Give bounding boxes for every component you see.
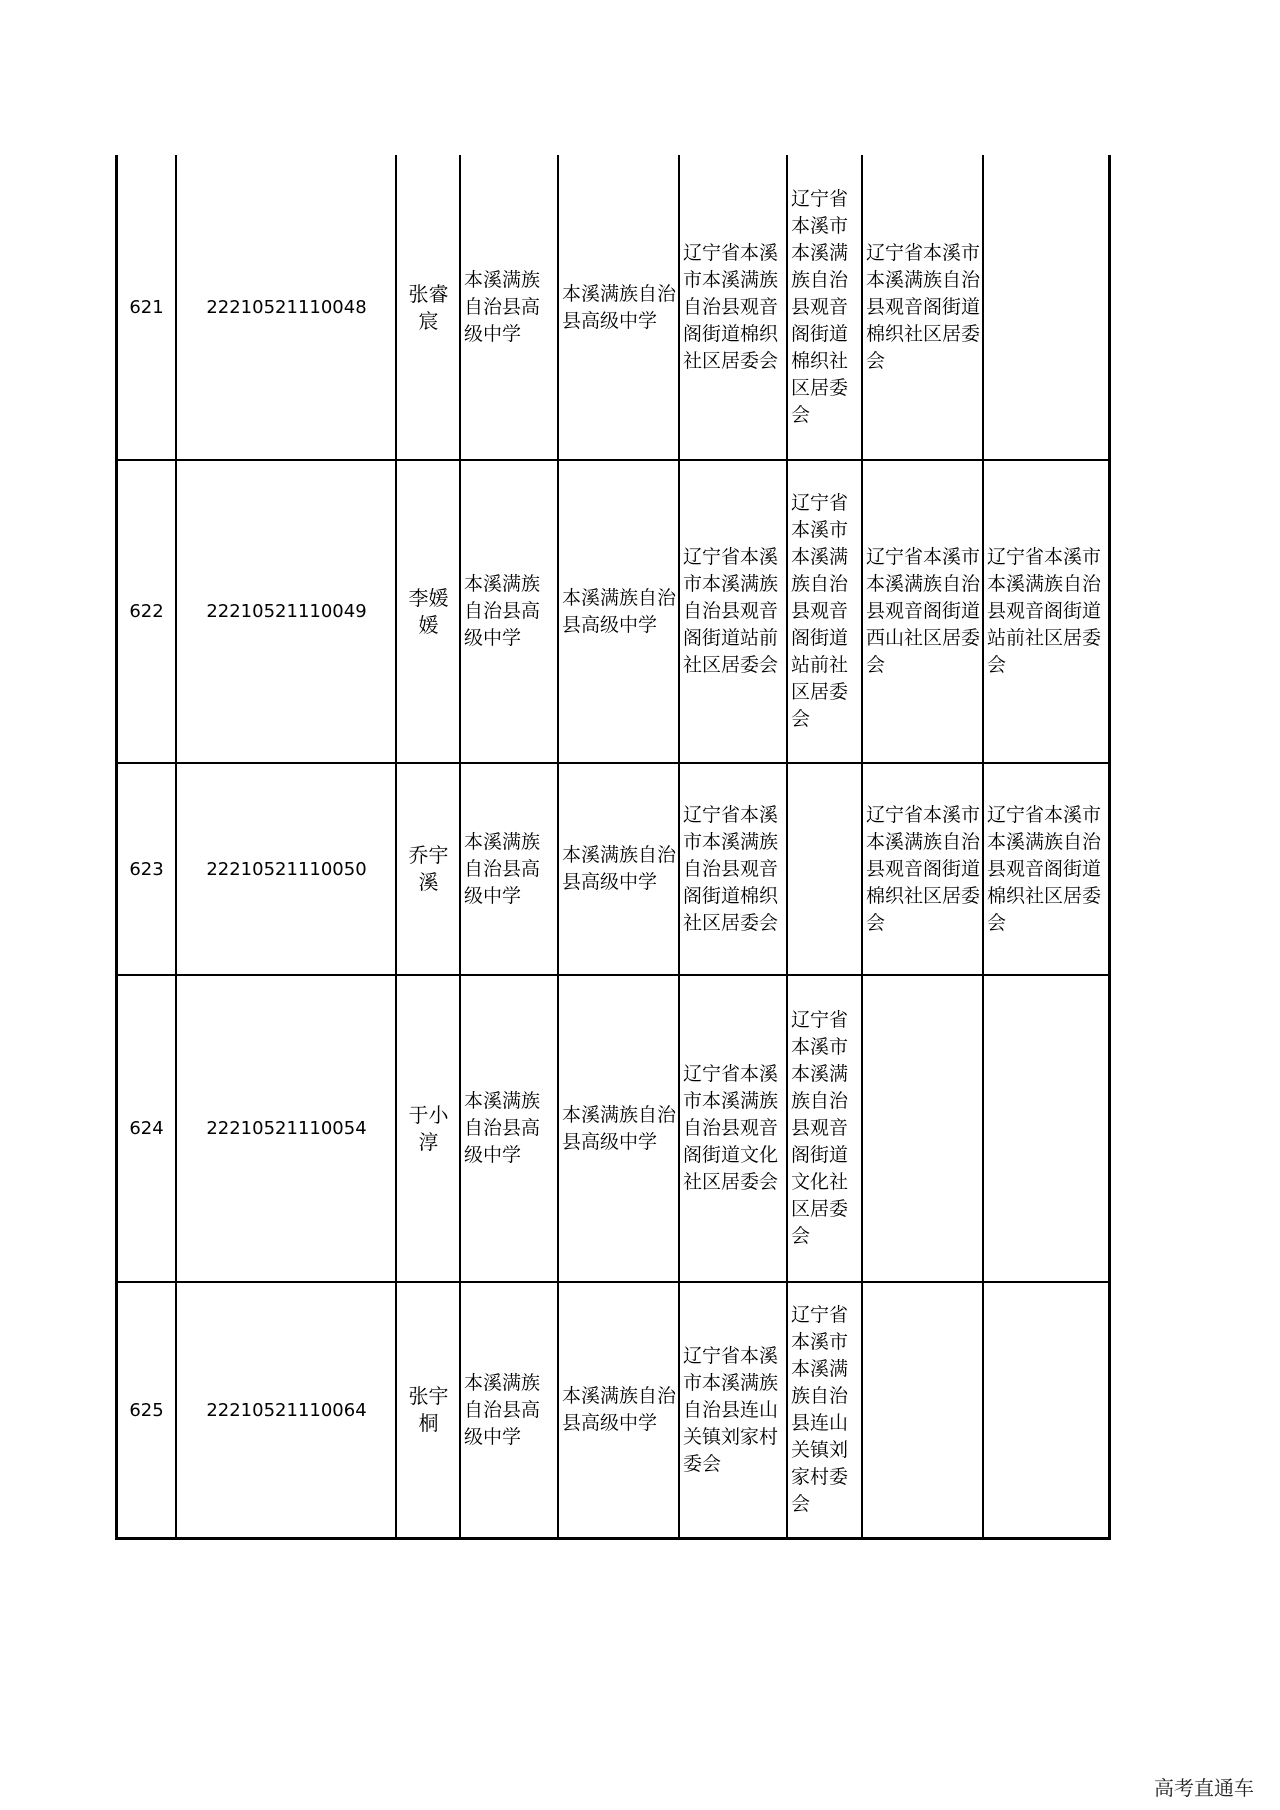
student-name-cell — [400, 462, 457, 761]
seq-cell — [120, 462, 173, 761]
student-name-cell-text: 乔宇溪 — [408, 843, 449, 894]
exam-number-cell-text: 22210521110054 — [206, 1118, 367, 1139]
address-1-cell-text: 辽宁省本溪市本溪满族自治县观音阁街道棉织社区居委会 — [683, 242, 779, 372]
address-1-cell — [683, 977, 784, 1280]
table-vertical-rule — [395, 155, 397, 1540]
table-vertical-rule — [1108, 155, 1111, 1540]
seq-cell-text: 621 — [129, 297, 164, 318]
address-1-cell-text: 辽宁省本溪市本溪满族自治县观音阁街道文化社区居委会 — [683, 1063, 779, 1193]
school-cell — [464, 977, 555, 1280]
address-1-cell — [683, 157, 784, 458]
student-name-cell — [400, 157, 457, 458]
school-cell — [464, 157, 555, 458]
address-4-cell — [987, 977, 1106, 1280]
address-2-cell — [791, 765, 859, 973]
address-4-cell — [987, 157, 1106, 458]
table-horizontal-rule — [116, 1537, 1111, 1540]
student-name-cell — [400, 765, 457, 973]
student-name-cell-text: 于小淳 — [408, 1102, 449, 1154]
address-2-cell-text: 辽宁省本溪市本溪满族自治县观音阁街道棉织社区居委会 — [791, 188, 849, 426]
address-2-cell-text: 辽宁省本溪市本溪满族自治县观音阁街道站前社区居委会 — [791, 492, 849, 730]
address-2-cell-text: 辽宁省本溪市本溪满族自治县连山关镇刘家村委会 — [791, 1304, 849, 1515]
school-2-cell — [562, 1284, 676, 1536]
table-vertical-rule — [786, 155, 788, 1540]
address-4-cell — [987, 765, 1106, 973]
school-2-cell — [562, 157, 676, 458]
address-3-cell-text: 辽宁省本溪市本溪满族自治县观音阁街道棉织社区居委会 — [866, 242, 981, 372]
seq-cell-text: 623 — [129, 858, 164, 880]
address-1-cell — [683, 1284, 784, 1536]
school-2-cell-text: 本溪满族自治县高级中学 — [562, 282, 677, 332]
address-2-cell — [791, 462, 859, 761]
school-2-cell-text: 本溪满族自治县高级中学 — [562, 1385, 677, 1434]
school-cell — [464, 462, 555, 761]
exam-number-cell — [180, 977, 393, 1280]
exam-number-cell-text: 22210521110048 — [206, 297, 367, 318]
exam-number-cell — [180, 462, 393, 761]
school-cell-text: 本溪满族自治县高级中学 — [464, 1371, 541, 1448]
table-vertical-rule — [861, 155, 863, 1540]
table-vertical-rule — [175, 155, 177, 1540]
address-4-cell — [987, 462, 1106, 761]
school-2-cell — [562, 977, 676, 1280]
seq-cell — [120, 1284, 173, 1536]
address-1-cell-text: 辽宁省本溪市本溪满族自治县连山关镇刘家村委会 — [683, 1344, 779, 1475]
seq-cell-text: 624 — [129, 1118, 164, 1139]
table-horizontal-rule — [116, 974, 1111, 976]
exam-number-cell-text: 22210521110049 — [206, 601, 367, 622]
address-3-cell — [866, 1284, 980, 1536]
address-3-cell-text: 辽宁省本溪市本溪满族自治县观音阁街道棉织社区居委会 — [866, 803, 981, 934]
school-cell-text: 本溪满族自治县高级中学 — [464, 830, 541, 907]
exam-number-cell-text: 22210521110050 — [206, 858, 367, 880]
address-4-cell-text: 辽宁省本溪市本溪满族自治县观音阁街道站前社区居委会 — [987, 546, 1102, 676]
school-2-cell-text: 本溪满族自治县高级中学 — [562, 586, 677, 636]
address-4-cell — [987, 1284, 1106, 1536]
school-cell-text: 本溪满族自治县高级中学 — [464, 1090, 541, 1166]
address-1-cell — [683, 765, 784, 973]
address-3-cell-text: 辽宁省本溪市本溪满族自治县观音阁街道西山社区居委会 — [866, 546, 981, 676]
seq-cell-text: 625 — [129, 1399, 164, 1421]
address-1-cell-text: 辽宁省本溪市本溪满族自治县观音阁街道棉织社区居委会 — [683, 803, 779, 934]
address-3-cell — [866, 157, 980, 458]
address-2-cell — [791, 157, 859, 458]
watermark: 高考直通车 — [1154, 1776, 1254, 1800]
address-1-cell — [683, 462, 784, 761]
exam-number-cell — [180, 765, 393, 973]
exam-number-cell — [180, 157, 393, 458]
student-name-cell-text: 张睿宸 — [408, 281, 449, 333]
school-2-cell-text: 本溪满族自治县高级中学 — [562, 844, 677, 893]
school-cell — [464, 765, 555, 973]
student-name-cell — [400, 1284, 457, 1536]
school-2-cell — [562, 462, 676, 761]
seq-cell-text: 622 — [129, 601, 164, 622]
student-name-cell-text: 张宇桐 — [408, 1384, 449, 1435]
school-cell-text: 本溪满族自治县高级中学 — [464, 573, 541, 649]
address-3-cell — [866, 462, 980, 761]
student-name-cell — [400, 977, 457, 1280]
table-horizontal-rule — [116, 1281, 1111, 1283]
address-2-cell — [791, 977, 859, 1280]
address-1-cell-text: 辽宁省本溪市本溪满族自治县观音阁街道站前社区居委会 — [683, 546, 779, 676]
seq-cell — [120, 157, 173, 458]
exam-number-cell-text: 22210521110064 — [206, 1399, 367, 1421]
school-2-cell — [562, 765, 676, 973]
table-horizontal-rule — [116, 762, 1111, 764]
school-cell — [464, 1284, 555, 1536]
table-vertical-rule — [115, 155, 118, 1540]
address-4-cell-text: 辽宁省本溪市本溪满族自治县观音阁街道棉织社区居委会 — [987, 803, 1102, 934]
address-3-cell — [866, 977, 980, 1280]
address-2-cell — [791, 1284, 859, 1536]
exam-number-cell — [180, 1284, 393, 1536]
seq-cell — [120, 977, 173, 1280]
table-horizontal-rule — [116, 459, 1111, 461]
school-2-cell-text: 本溪满族自治县高级中学 — [562, 1103, 677, 1153]
student-name-cell-text: 李媛媛 — [408, 585, 449, 637]
seq-cell — [120, 765, 173, 973]
school-cell-text: 本溪满族自治县高级中学 — [464, 269, 541, 345]
table-vertical-rule — [459, 155, 461, 1540]
table-vertical-rule — [982, 155, 984, 1540]
table-vertical-rule — [557, 155, 559, 1540]
address-2-cell-text: 辽宁省本溪市本溪满族自治县观音阁街道文化社区居委会 — [791, 1009, 849, 1247]
address-3-cell — [866, 765, 980, 973]
table-vertical-rule — [678, 155, 680, 1540]
